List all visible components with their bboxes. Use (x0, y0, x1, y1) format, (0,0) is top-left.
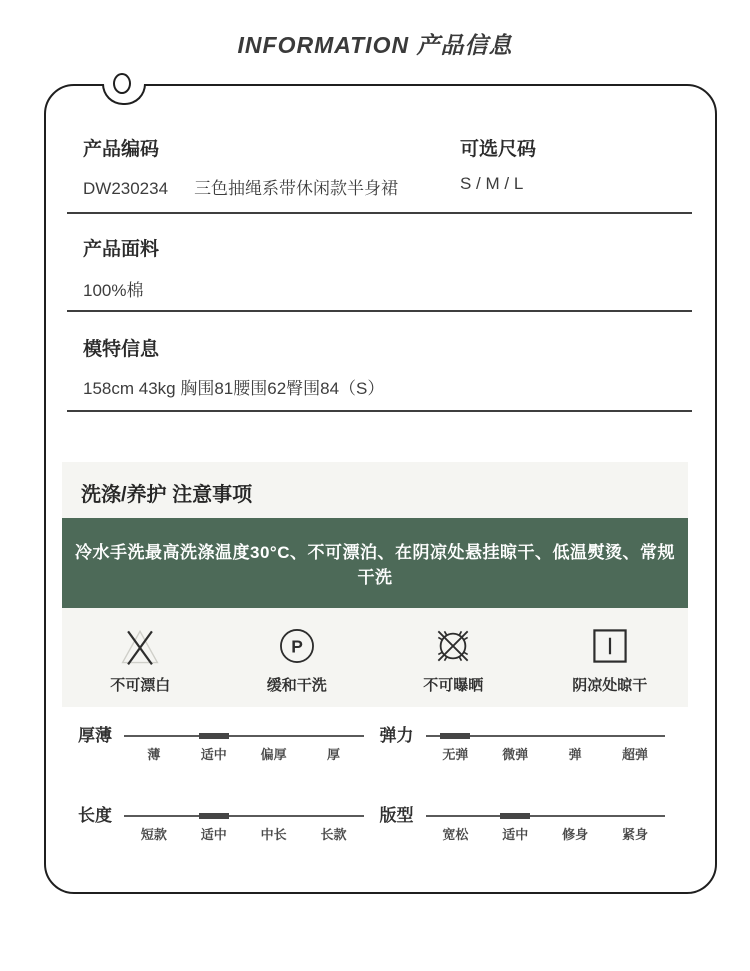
care-instructions-banner: 冷水手洗最高洗涤温度30°C、不可漂泊、在阴凉处悬挂晾干、低温熨烫、常规干洗 (62, 518, 688, 608)
attribute-row-1 (78, 725, 665, 763)
option-label: 修身 (562, 827, 589, 842)
slider-track (426, 735, 666, 737)
elasticity-slider (380, 725, 666, 763)
product-name: 三色抽绳系带休闲款半身裙 (194, 179, 399, 198)
model-header: 模特信息 (83, 339, 160, 360)
fabric-header: 产品面料 (83, 239, 160, 260)
option-label: 无弹 (442, 747, 469, 762)
care-item (219, 624, 376, 692)
fabric-value: 100%棉 (83, 281, 144, 300)
attribute-name: 长度 (78, 806, 112, 825)
tag-hole-icon (113, 73, 131, 94)
product-sizes: S / M / L (460, 174, 524, 193)
slider-marker (199, 733, 229, 739)
divider (67, 410, 692, 412)
option-label: 薄 (147, 747, 161, 762)
slider-track (124, 735, 364, 737)
option-label: 长款 (320, 827, 347, 842)
no-sun-exposure-icon (431, 624, 475, 668)
gentle-dry-clean-icon (275, 624, 319, 668)
option-label: 偏厚 (260, 747, 287, 762)
option-label: 超弹 (622, 747, 649, 762)
care-label: 不可曝晒 (423, 677, 484, 694)
slider-track (426, 815, 666, 817)
slider-marker (440, 733, 470, 739)
slider-marker (199, 813, 229, 819)
care-icons-row (62, 608, 688, 707)
length-slider (78, 805, 364, 843)
option-label: 厚 (327, 747, 341, 762)
shade-dry-icon (588, 624, 632, 668)
option-label: 适中 (200, 827, 227, 842)
care-label: 不可漂白 (110, 677, 171, 694)
care-label: 阴凉处晾干 (572, 677, 648, 694)
size-header: 可选尺码 (460, 139, 537, 160)
option-label: 弹 (568, 747, 582, 762)
attribute-name: 版型 (379, 806, 414, 825)
product-code: DW230234 (83, 179, 169, 198)
care-item (375, 624, 532, 692)
option-label: 适中 (200, 747, 227, 762)
care-item (532, 624, 689, 692)
attribute-name: 弹力 (379, 726, 414, 745)
product-info-card (44, 84, 717, 894)
product-code-header: 产品编码 (83, 139, 160, 160)
divider (67, 212, 692, 214)
slider-marker (500, 813, 530, 819)
svg-text:P: P (290, 636, 303, 657)
care-item (62, 624, 219, 692)
page-title: INFORMATION 产品信息 (237, 32, 513, 58)
care-label: 缓和干洗 (266, 677, 327, 694)
option-label: 短款 (140, 827, 167, 842)
care-panel (62, 462, 688, 707)
attribute-row-2 (78, 805, 665, 843)
slider-track (124, 815, 364, 817)
option-label: 宽松 (442, 827, 469, 842)
fit-slider (380, 805, 666, 843)
attribute-name: 厚薄 (78, 726, 112, 745)
no-bleach-icon (118, 624, 162, 668)
care-header: 洗涤/养护 注意事项 (81, 484, 253, 506)
option-label: 中长 (260, 827, 287, 842)
thickness-slider (78, 725, 364, 763)
option-label: 适中 (502, 827, 529, 842)
model-info: 158cm 43kg 胸围81腰围62臀围84（S） (83, 379, 385, 398)
option-label: 微弹 (502, 747, 529, 762)
option-label: 紧身 (622, 827, 649, 842)
divider (67, 310, 692, 312)
